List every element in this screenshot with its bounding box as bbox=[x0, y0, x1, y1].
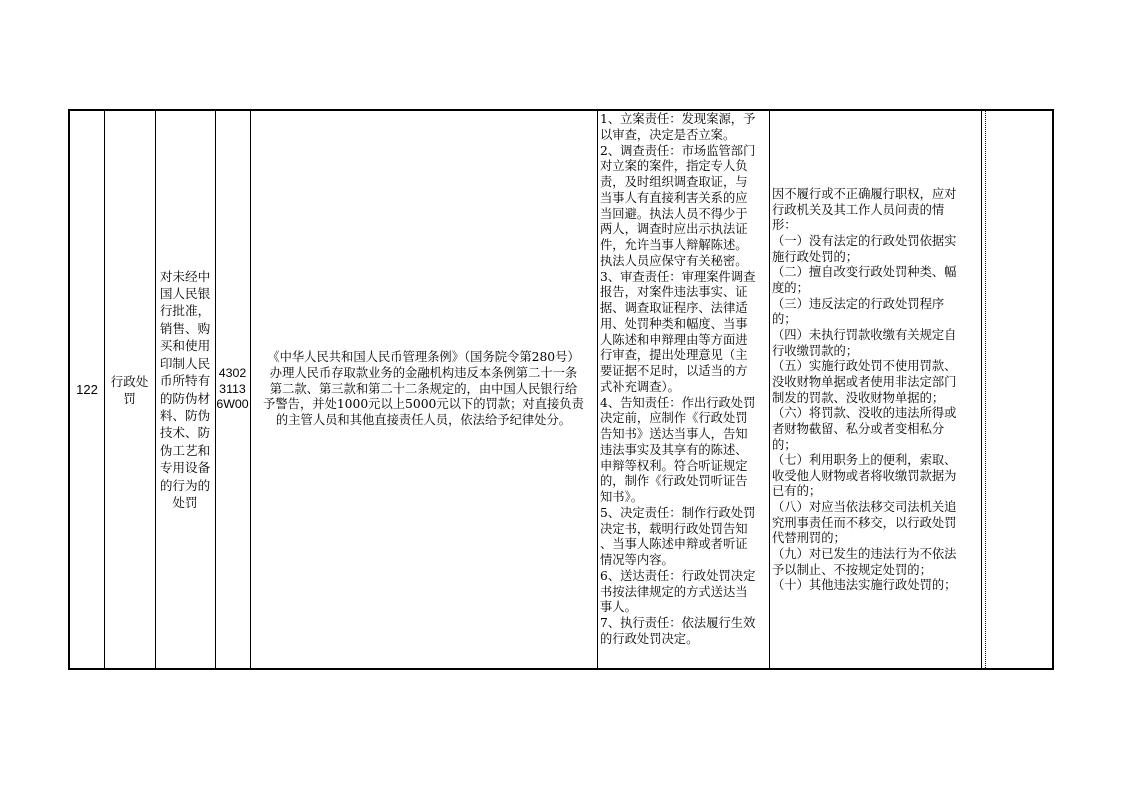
accountability-line: （三）违反法定的行政处罚程序 bbox=[772, 296, 945, 311]
responsibility-line: 人陈述和申辩理由等方面进 bbox=[600, 332, 748, 347]
accountability-line: 行收缴罚款的； bbox=[772, 343, 859, 358]
accountability-line: 已有的； bbox=[772, 484, 822, 499]
responsibility-line: 3、审查责任：审理案件调查 bbox=[600, 269, 756, 284]
accountability-text bbox=[772, 187, 979, 594]
responsibility-line: 5、决定责任：制作行政处罚 bbox=[600, 505, 756, 520]
responsibility-cell bbox=[597, 112, 769, 668]
accountability-line: （五）实施行政处罚不使用罚款、 bbox=[772, 359, 957, 374]
responsibility-line: 申辩等权利。符合听证规定 bbox=[600, 458, 748, 473]
accountability-line: （一）没有法定的行政处罚依据实 bbox=[772, 233, 957, 248]
responsibility-line: 事人。 bbox=[600, 600, 637, 615]
legal-basis-line: 的主管人员和其他直接责任人员，依法给予纪律处分。 bbox=[275, 413, 572, 428]
responsibility-line: 决定书，载明行政处罚告知 bbox=[600, 521, 748, 536]
accountability-line: 行政机关及其工作人员问责的情 bbox=[772, 202, 945, 217]
accountability-line: 者财物截留、私分或者变相私分 bbox=[772, 421, 945, 436]
responsibility-line: 2、调查责任：市场监管部门 bbox=[600, 143, 756, 158]
responsibility-line: 书按法律规定的方式送达当 bbox=[600, 584, 748, 599]
responsibility-line: 对立案的案件，指定专人负 bbox=[600, 159, 748, 174]
responsibility-line: 告知书》送达当事人，告知 bbox=[600, 427, 748, 441]
code-cell bbox=[215, 111, 250, 668]
row-number-cell bbox=[70, 111, 104, 668]
responsibility-line: 用、处罚种类和幅度、当事 bbox=[600, 316, 748, 331]
responsibility-line: 知书》。 bbox=[600, 490, 644, 504]
legal-basis-line: 第二款、第三款和第二十二条规定的，由中国人民银行给 bbox=[269, 381, 578, 396]
responsibility-line: 以审查，决定是否立案。 bbox=[600, 127, 736, 142]
category-text: 行政处罚 bbox=[110, 373, 149, 406]
responsibility-line: 行审查，提出处理意见（主 bbox=[600, 348, 748, 363]
accountability-line: （六）将罚款、没收的违法所得或 bbox=[772, 406, 957, 421]
code-text: 43023113 6W00 bbox=[216, 365, 249, 412]
responsibility-line: 情况等内容。 bbox=[600, 553, 674, 567]
responsibility-line: 责，及时组织调查取证，与 bbox=[600, 175, 748, 189]
responsibility-line: 要证据不足时，以适当的方 bbox=[600, 364, 748, 378]
legal-basis-line: 《中华人民共和国人民币管理条例》（国务院令第280号） bbox=[267, 350, 580, 364]
category-cell bbox=[104, 111, 155, 668]
responsibility-line: 1、立案责任：发现案源，予 bbox=[600, 112, 756, 126]
responsibility-line: 件，允许当事人辩解陈述。 bbox=[600, 238, 748, 252]
accountability-line: （二）擅自改变行政处罚种类、幅 bbox=[772, 265, 957, 280]
accountability-cell bbox=[769, 111, 981, 668]
responsibility-line: 、当事人陈述申辩或者听证 bbox=[600, 537, 748, 552]
accountability-line: 因不履行或不正确履行职权，应对 bbox=[772, 187, 957, 201]
responsibility-line: 的，制作《行政处罚听证告 bbox=[600, 474, 748, 489]
responsibility-line: 式补充调查）。 bbox=[600, 379, 680, 394]
accountability-line: 代替刑罚的； bbox=[772, 531, 846, 546]
accountability-line: 制发的罚款、没收财物单据的； bbox=[772, 390, 945, 405]
accountability-line: 没收财物单据或者使用非法定部门 bbox=[772, 374, 957, 389]
responsibility-line: 当事人有直接利害关系的应 bbox=[600, 190, 748, 205]
accountability-line: 的； bbox=[772, 437, 797, 452]
responsibility-line: 违法事实及其享有的陈述、 bbox=[600, 442, 748, 457]
legal-basis-cell bbox=[250, 111, 597, 668]
responsibility-line: 7、执行责任：依法履行生效 bbox=[600, 616, 756, 630]
responsibility-line: 据、调查取证程序、法律适 bbox=[600, 301, 748, 315]
accountability-line: 施行政处罚的； bbox=[772, 249, 859, 264]
row-number: 122 bbox=[76, 382, 98, 397]
legal-basis-text bbox=[263, 350, 584, 429]
permission-table bbox=[68, 109, 1054, 670]
responsibility-line: 两人，调查时应出示执法证 bbox=[600, 222, 748, 237]
item-name-cell bbox=[155, 111, 215, 668]
responsibility-line: 当回避。执法人员不得少于 bbox=[600, 206, 748, 221]
accountability-line: 收受他人财物或者将收缴罚款据为 bbox=[772, 468, 957, 483]
responsibility-line: 4、告知责任：作出行政处罚 bbox=[600, 395, 756, 410]
accountability-line: （七）利用职务上的便利，索取、 bbox=[772, 453, 957, 468]
responsibility-line: 的行政处罚决定。 bbox=[600, 631, 699, 646]
responsibility-line: 决定前，应制作《行政处罚 bbox=[600, 411, 748, 426]
responsibility-line: 执法人员应保守有关秘密。 bbox=[600, 253, 748, 268]
accountability-line: 究刑事责任而不移交，以行政处罚 bbox=[772, 515, 957, 530]
item-name-text: 对未经中国人民银行批准，销售、购买和使用印制人民币所特有的防伪材料、防伪技术、防伪工艺和专用设备的行为的处罚 bbox=[159, 268, 211, 510]
accountability-line: 予以制止、不按规定处罚的； bbox=[772, 562, 932, 577]
accountability-line: （八）对应当依法移交司法机关追 bbox=[772, 500, 957, 515]
accountability-line: 形： bbox=[772, 218, 797, 233]
responsibility-line: 报告，对案件违法事实、证 bbox=[600, 285, 748, 300]
accountability-line: （九）对已发生的违法行为不依法 bbox=[772, 547, 957, 562]
responsibility-line: 6、送达责任：行政处罚决定 bbox=[600, 568, 756, 583]
legal-basis-line: 办理人民币存取款业务的金融机构违反本条例第二十一条 bbox=[269, 365, 578, 380]
legal-basis-line: 予警告，并处1000元以上5000元以下的罚款；对直接负责 bbox=[263, 397, 584, 412]
remark-cell bbox=[981, 111, 1054, 668]
accountability-line: 的； bbox=[772, 312, 797, 327]
accountability-line: （四）未执行罚款收缴有关规定自 bbox=[772, 327, 957, 342]
accountability-line: 度的； bbox=[772, 280, 809, 295]
accountability-line: （十）其他违法实施行政处罚的； bbox=[772, 578, 957, 593]
